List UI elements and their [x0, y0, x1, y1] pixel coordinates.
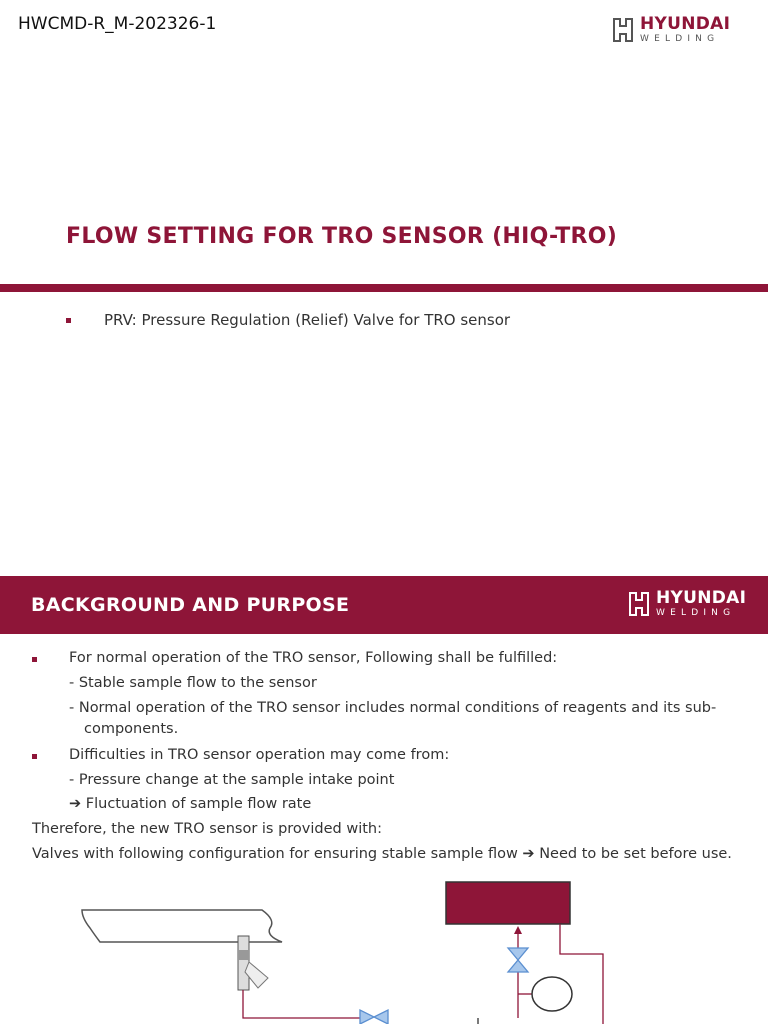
sample-pipe — [82, 910, 282, 942]
section-title: BACKGROUND AND PURPOSE — [31, 594, 350, 616]
bullet-text: PRV: Pressure Regulation (Relief) Valve for TRO sensor — [104, 311, 511, 329]
page-title: FLOW SETTING FOR TRO SENSOR (HIQ-TRO) — [66, 224, 618, 249]
paragraph — [32, 846, 732, 862]
hyundai-welding-logo — [612, 16, 730, 44]
document-id: HWCMD-R_M-202326-1 — [18, 14, 217, 34]
title-divider — [0, 284, 768, 292]
sub-item: - Stable sample flow to the sensor — [69, 675, 317, 691]
hyundai-logo-icon — [612, 17, 634, 43]
bullet-text: Difficulties in TRO sensor operation may come from: — [69, 747, 450, 763]
prv-valve-icon — [508, 948, 528, 972]
list-item — [66, 311, 510, 329]
tro-sensor-box — [446, 882, 570, 924]
arrow-icon: ➔ — [522, 846, 535, 862]
sub-item-continued: components. — [84, 721, 179, 737]
feed-arrow-icon — [514, 926, 522, 934]
sub-item: - Normal operation of the TRO sensor includes normal conditions of reagents and its sub- — [69, 700, 717, 716]
intake-probe — [238, 936, 249, 990]
paragraph: Therefore, the new TRO sensor is provided with: — [32, 821, 382, 837]
paragraph-text: Need to be set before use. — [539, 846, 732, 862]
hyundai-logo-icon — [628, 591, 650, 617]
sub-item — [69, 796, 311, 812]
intro-bullet-list — [66, 311, 510, 329]
sample-line — [243, 990, 360, 1018]
bullet-icon — [32, 657, 37, 662]
logo-brand: HYUNDAI — [640, 14, 731, 34]
drain-line — [560, 924, 603, 1024]
inlet-valve-icon — [360, 1010, 388, 1024]
paragraph-text: Valves with following configuration for ensuring stable sample flow — [32, 846, 518, 862]
valve-configuration-diagram — [0, 870, 768, 1024]
logo-sub: WELDING — [656, 608, 736, 618]
sub-item: - Pressure change at the sample intake point — [69, 772, 395, 788]
logo-sub: WELDING — [640, 34, 720, 44]
hyundai-welding-logo-white — [628, 590, 746, 618]
arrow-icon: ➔ — [69, 796, 82, 812]
bullet-icon — [32, 754, 37, 759]
probe-band — [238, 950, 249, 960]
bullet-icon — [66, 318, 71, 323]
logo-brand: HYUNDAI — [656, 588, 747, 608]
bullet-text: For normal operation of the TRO sensor, Following shall be fulfilled: — [69, 650, 558, 666]
pressure-gauge-icon — [532, 977, 572, 1011]
section-header-band — [0, 576, 768, 634]
sub-item-text: Fluctuation of sample flow rate — [85, 796, 312, 812]
